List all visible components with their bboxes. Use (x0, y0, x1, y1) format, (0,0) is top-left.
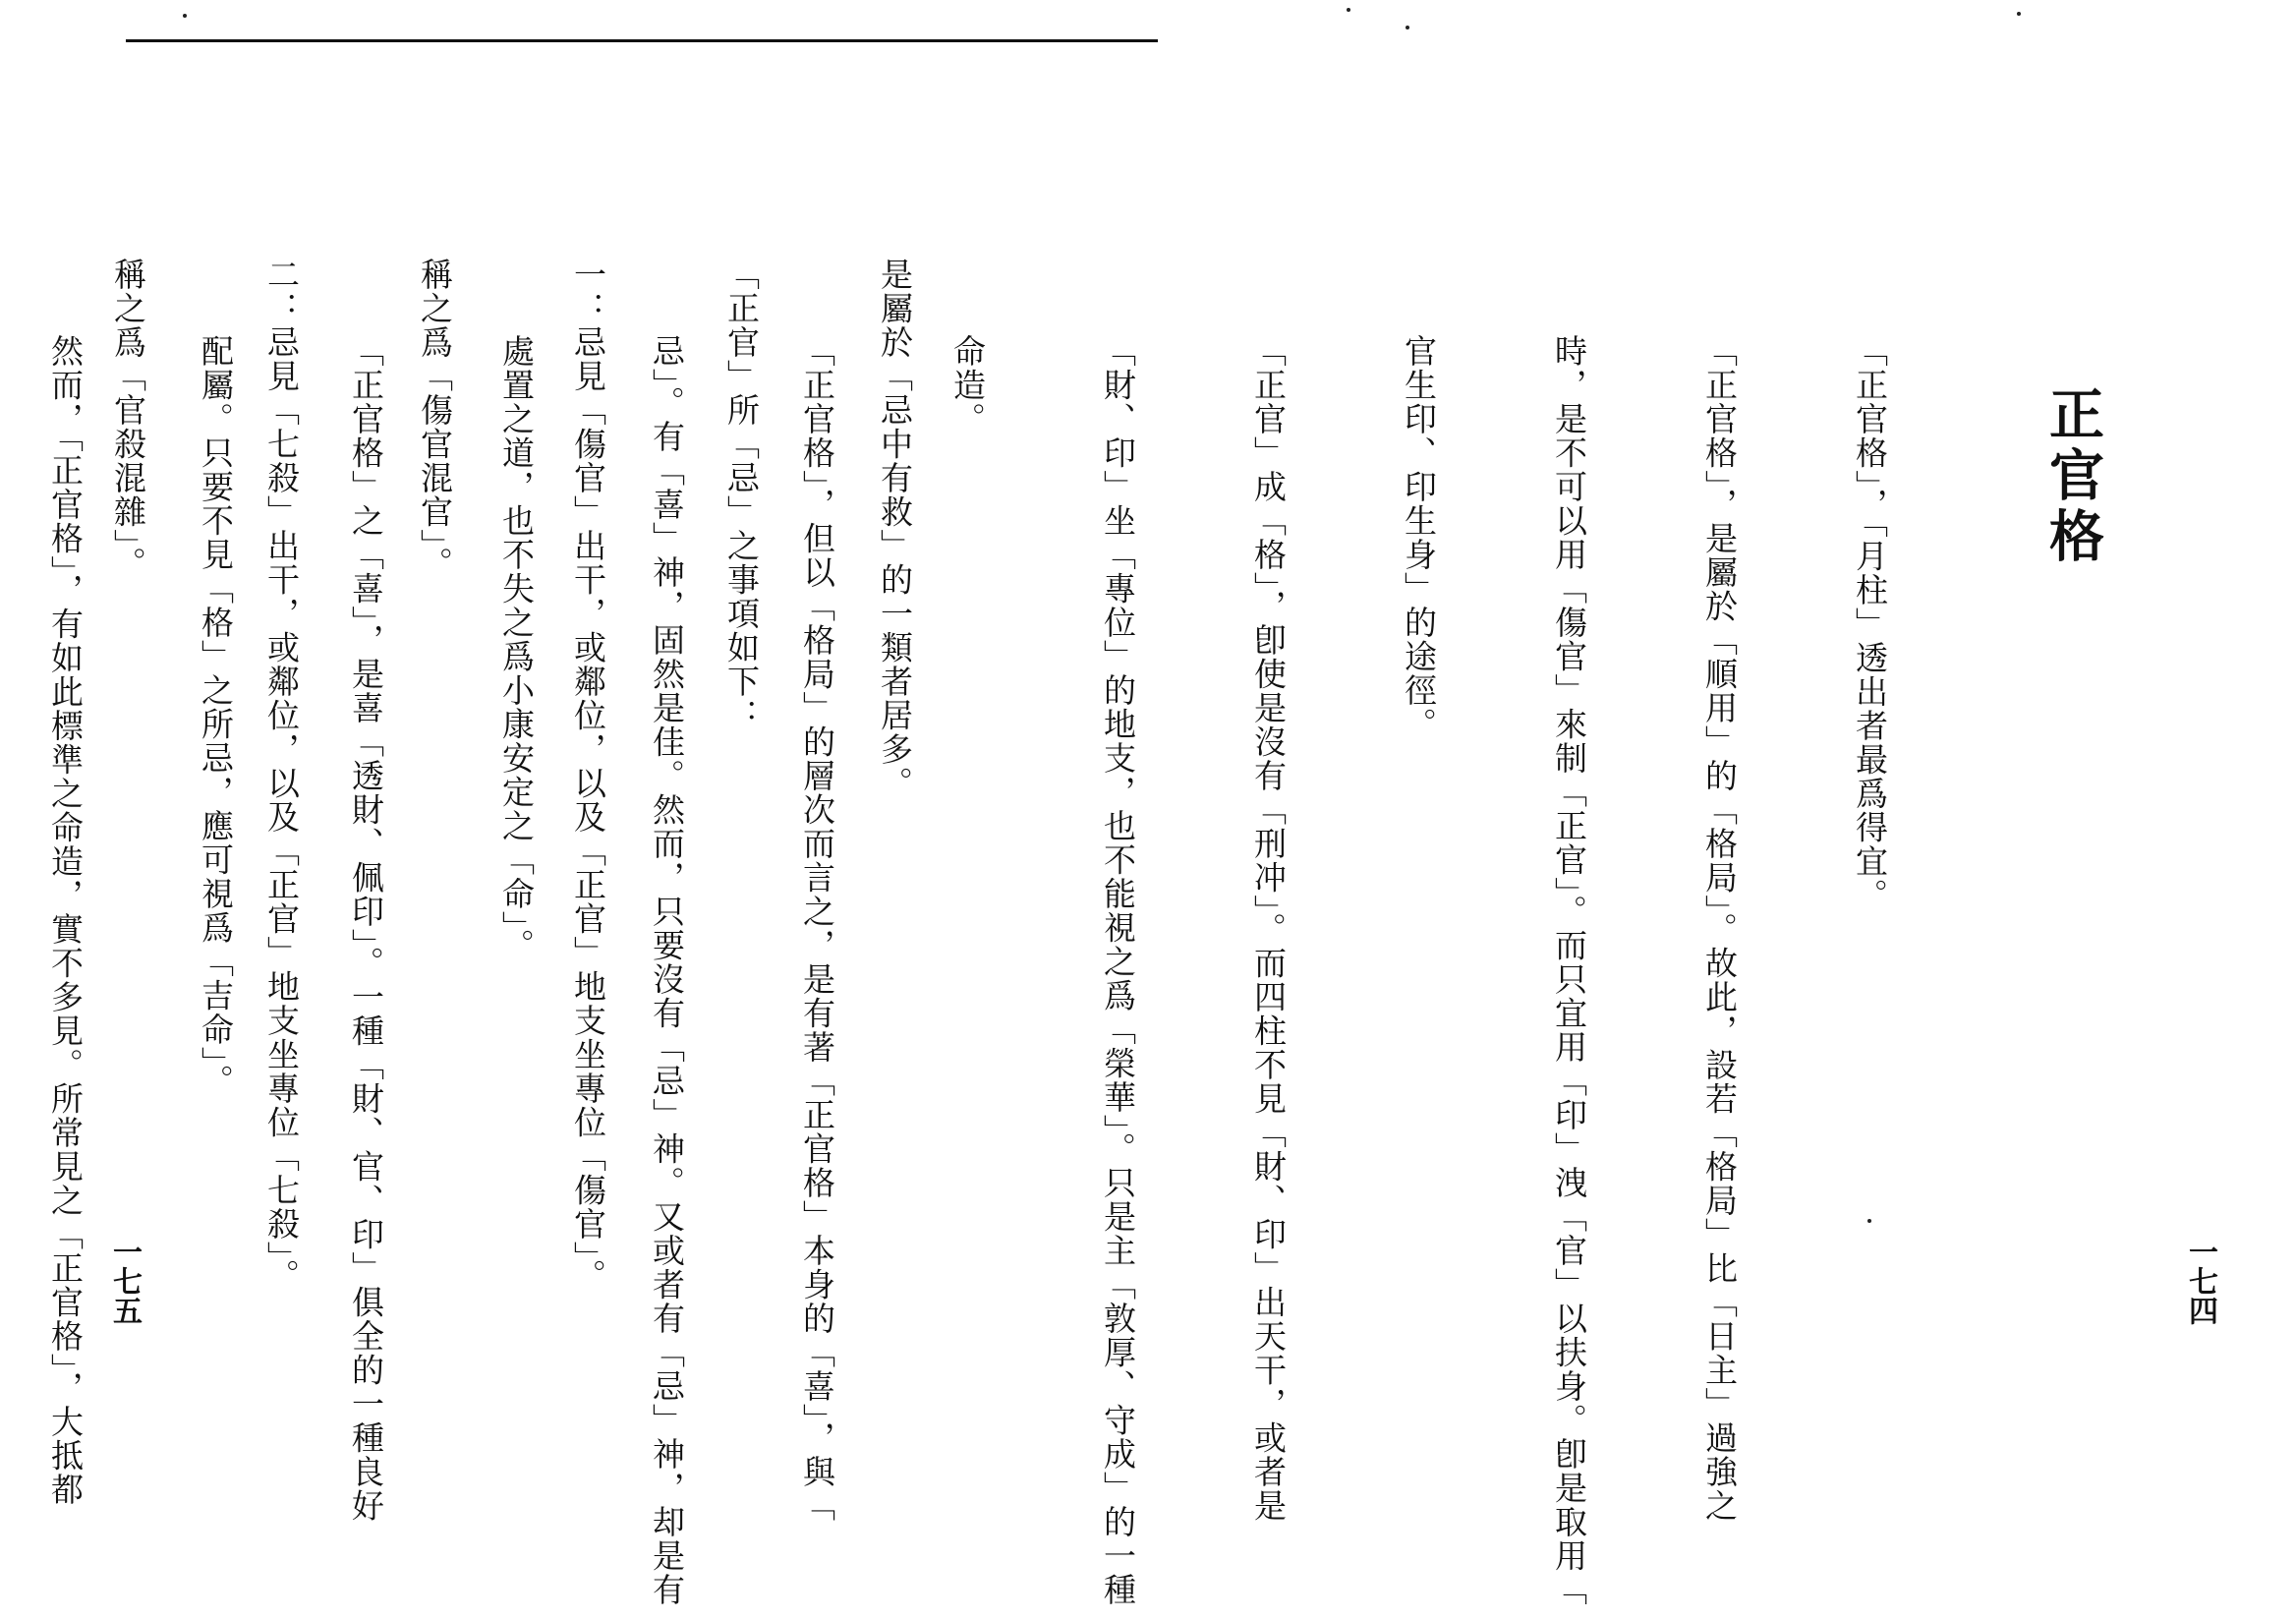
right-line-5: 「正官」成「格」，卽使是沒有「刑冲」。而四柱不見「財、印」出天干，或者是 (1249, 334, 1288, 1523)
right-line-3: 時，是不可以用「傷官」來制「正官」。而只宜用「印」洩「官」以扶身。卽是取用「 (1550, 334, 1588, 1607)
right-line-13: 然而，「正官格」，有如此標準之命造，實不多見。所常見之「正官格」，大抵都 (46, 334, 85, 1507)
left-line-4: 稱之爲「傷官混官」。 (416, 258, 454, 581)
left-line-2: 「正官」所「忌」之事項如下： (722, 258, 761, 732)
scan-speck (1406, 26, 1409, 29)
top-rule-left (126, 39, 1158, 42)
section-title: 正官格 (2040, 385, 2104, 568)
left-line-6: 稱之爲「官殺混雜」。 (109, 258, 147, 581)
left-line-5: 二：忌見「七殺」出干，或鄰位，以及「正官」地支坐專位「七殺」。 (262, 258, 301, 1293)
right-line-7: 命造。 (948, 334, 987, 436)
scan-speck (1867, 1219, 1871, 1223)
right-line-12: 配屬。只要不見「格」之所忌，應可視爲「吉命」。 (197, 334, 235, 1098)
left-line-3: 一：忌見「傷官」出干，或鄰位，以及「正官」地支坐專位「傷官」。 (569, 258, 607, 1293)
scan-speck (2017, 12, 2021, 16)
scan-speck (1347, 8, 1350, 12)
page-number-left: 一七五 (107, 1237, 142, 1325)
right-line-6: 「財、印」坐「專位」的地支，也不能視之爲「榮華」。只是主「敦厚、守成」的一種 (1099, 334, 1137, 1607)
right-line-10: 處置之道，也不失之爲小康安定之「命」。 (497, 334, 536, 962)
right-line-11: 「正官格」之「喜」，是喜「透財、佩印」。一種「財、官、印」俱全的一種良好 (347, 334, 385, 1523)
left-line-1: 是屬於「忌中有救」的一類者居多。 (876, 258, 914, 800)
right-line-8: 「正官格」，但以「格局」的層次而言之，是有著「正官格」本身的「喜」，與「 (798, 334, 836, 1523)
page-number-right: 一七四 (2183, 1237, 2217, 1325)
right-line-2: 「正官格」，是屬於「順用」的「格局」。故此，設若「格局」比「日主」過強之 (1700, 334, 1739, 1523)
right-line-9: 忌」。有「喜」神，固然是佳。然而，只要沒有「忌」神。又或者有「忌」神，却是有 (648, 334, 686, 1607)
right-line-1: 「正官格」，「月柱」透出者最爲得宜。 (1851, 334, 1889, 912)
scan-speck (183, 14, 187, 18)
right-line-4: 官生印、印生身」的途徑。 (1400, 334, 1438, 741)
